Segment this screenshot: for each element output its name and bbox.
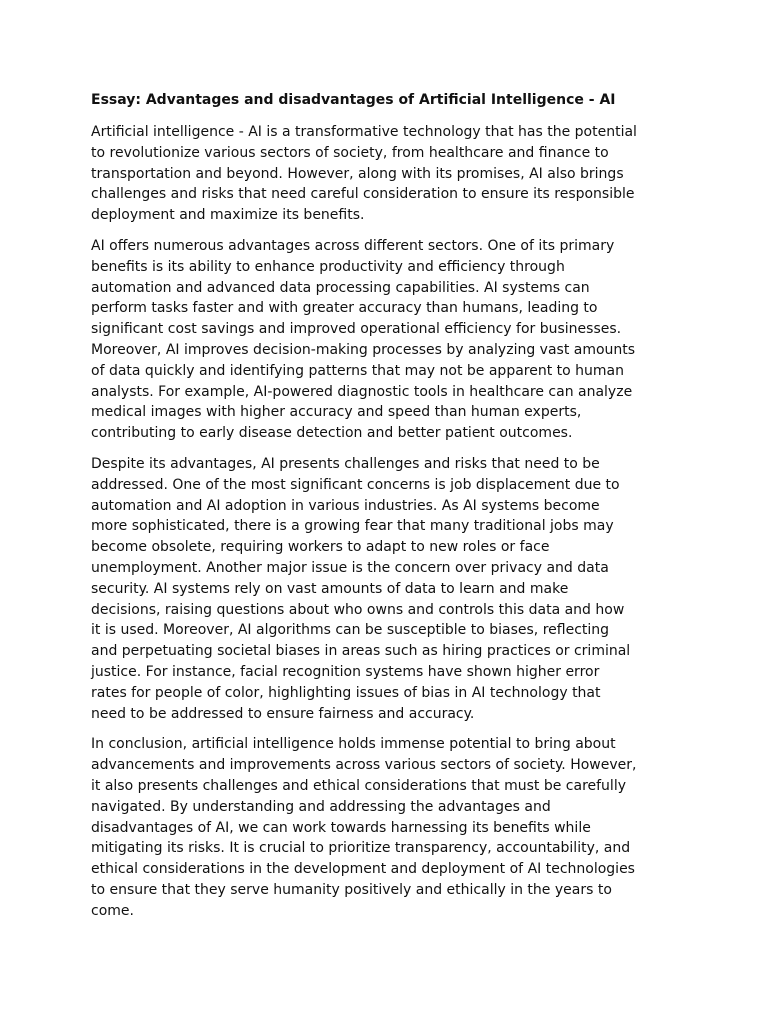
paragraph-line: Artificial intelligence - AI is a transformative technology that has the potential [91, 124, 637, 140]
essay-paragraph [91, 236, 691, 444]
paragraph-line: of data quickly and identifying patterns that may not be apparent to human [91, 362, 624, 379]
paragraph-line: contributing to early disease detection and better patient outcomes. [91, 425, 573, 442]
paragraph-line: ethical considerations in the development and deployment of AI technologies [91, 861, 635, 878]
paragraph-line: deployment and maximize its benefits. [91, 207, 365, 224]
paragraph-line: unemployment. Another major issue is the concern over privacy and data [91, 559, 609, 576]
paragraph-line: Moreover, AI improves decision-making processes by analyzing vast amounts [91, 341, 636, 358]
paragraph-line: benefits is its ability to enhance productivity and efficiency through [91, 258, 565, 275]
paragraph-line: automation and AI adoption in various industries. As AI systems become [91, 497, 600, 514]
document-page [91, 90, 691, 931]
paragraph-line: justice. For instance, facial recognition systems have shown higher error [91, 663, 600, 680]
essay-paragraph [91, 122, 691, 226]
paragraph-line: and perpetuating societal biases in areas such as hiring practices or criminal [91, 643, 631, 660]
paragraph-line: to ensure that they serve humanity positively and ethically in the years to [91, 881, 612, 898]
paragraph-line: challenges and risks that need careful consideration to ensure its responsible [91, 186, 635, 203]
essay-paragraph [91, 454, 691, 724]
paragraph-line: disadvantages of AI, we can work towards harnessing its benefits while [91, 819, 591, 836]
paragraph-line: mitigating its risks. It is crucial to prioritize transparency, accountability, and [91, 840, 631, 857]
paragraph-line: addressed. One of the most significant concerns is job displacement due to [91, 476, 620, 493]
paragraph-line: it also presents challenges and ethical considerations that must be carefully [91, 777, 626, 794]
essay-paragraph [91, 734, 691, 921]
paragraph-line: rates for people of color, highlighting issues of bias in AI technology that [91, 684, 601, 701]
paragraph-line: perform tasks faster and with greater accuracy than humans, leading to [91, 300, 598, 317]
paragraph-line: significant cost savings and improved operational efficiency for businesses. [91, 321, 622, 338]
paragraph-line: analysts. For example, AI-powered diagnostic tools in healthcare can analyze [91, 383, 633, 400]
paragraph-line: advancements and improvements across various sectors of society. However, [91, 757, 637, 774]
paragraph-line: transportation and beyond. However, along with its promises, AI also brings [91, 165, 624, 182]
paragraph-line: become obsolete, requiring workers to adapt to new roles or face [91, 539, 550, 556]
paragraph-line: navigated. By understanding and addressing the advantages and [91, 798, 551, 815]
paragraph-line: it is used. Moreover, AI algorithms can be susceptible to biases, reflecting [91, 622, 610, 639]
essay-body [91, 122, 691, 921]
paragraph-line: automation and advanced data processing capabilities. AI systems can [91, 279, 590, 296]
paragraph-line: Despite its advantages, AI presents challenges and risks that need to be [91, 455, 600, 472]
paragraph-line: In conclusion, artificial intelligence holds immense potential to bring about [91, 736, 616, 753]
paragraph-line: come. [91, 902, 134, 919]
paragraph-line: more sophisticated, there is a growing fear that many traditional jobs may [91, 518, 614, 535]
paragraph-line: AI offers numerous advantages across different sectors. One of its primary [91, 237, 615, 254]
paragraph-line: medical images with higher accuracy and speed than human experts, [91, 404, 582, 421]
paragraph-line: decisions, raising questions about who owns and controls this data and how [91, 601, 625, 618]
paragraph-line: need to be addressed to ensure fairness and accuracy. [91, 705, 475, 722]
essay-title: Essay: Advantages and disadvantages of Artificial Intelligence - AI [91, 92, 616, 108]
paragraph-line: security. AI systems rely on vast amounts of data to learn and make [91, 580, 569, 597]
paragraph-line: to revolutionize various sectors of society, from healthcare and finance to [91, 144, 609, 161]
